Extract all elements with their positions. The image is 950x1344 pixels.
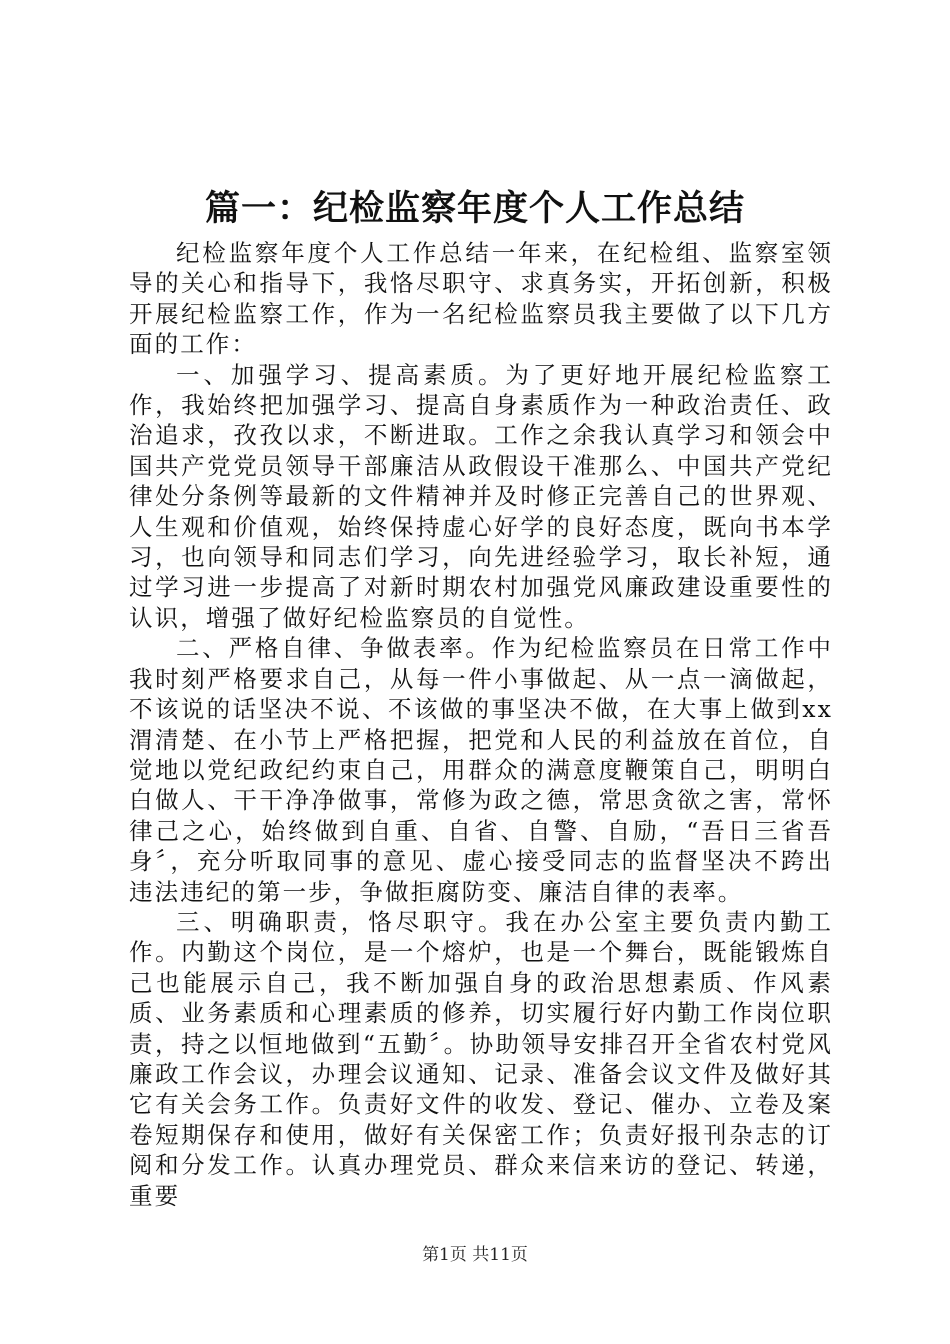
paragraph-section-1: 一、加强学习、提高素质。为了更好地开展纪检监察工作，我始终把加强学习、提高自身素质作为一种政治责任、政治追求，孜孜以求，不断进取。工作之余我认真学习和领会中国共产党党员领导干部廉洁从政假设干准那么、中国共产党纪律处分条例等最新的文件精神并及时修正完善自己的世界观、人生观和价值观，始终保持虚心好学的良好态度，既向书本学习，也向领导和同志们学习，向先进经验学习，取长补短，通过学习进一步提高了对新时期农村加强党风廉政建设重要性的认识，增强了做好纪检监察员的自觉性。 [129,360,833,632]
paragraph-intro: 纪检监察年度个人工作总结一年来，在纪检组、监察室领导的关心和指导下，我恪尽职守、求真务实，开拓创新，积极开展纪检监察工作，作为一名纪检监察员我主要做了以下几方面的工作： [129,239,833,359]
document-title: 篇一：纪检监察年度个人工作总结 [204,188,745,229]
paragraph-section-3: 三、明确职责，恪尽职守。我在办公室主要负责内勤工作。内勤这个岗位，是一个熔炉，也是一个舞台，既能锻炼自己也能展示自己，我不断加强自身的政治思想素质、作风素质、业务素质和心理素质的修养，切实履行好内勤工作岗位职责，持之以恒地做到“五勤〞。协助领导安排召开全省农村党风廉政工作会议，办理会议通知、记录、准备会议文件及做好其它有关会务工作。负责好文件的收发、登记、催办、立卷及案卷短期保存和使用，做好有关保密工作；负责好报刊杂志的订阅和分发工作。认真办理党员、群众来信来访的登记、转递，重要 [129,907,833,1210]
paragraph-section-2: 二、严格自律、争做表率。作为纪检监察员在日常工作中我时刻严格要求自己，从每一件小事做起、从一点一滴做起，不该说的话坚决不说、不该做的事坚决不做，在大事上做到xx渭清楚、在小节上严格把握，把党和人民的利益放在首位，自觉地以党纪政纪约束自己，用群众的满意度鞭策自己，明明白白做人、干干净净做事，常修为政之德，常思贪欲之害，常怀律己之心，始终做到自重、自省、自警、自励，“吾日三省吾身〞，充分听取同事的意见、虚心接受同志的监督坚决不跨出违法违纪的第一步，争做拒腐防变、廉洁自律的表率。 [129,634,833,906]
document-body [129,238,833,1211]
page-number-footer: 第1页 共11页 [422,1245,528,1265]
